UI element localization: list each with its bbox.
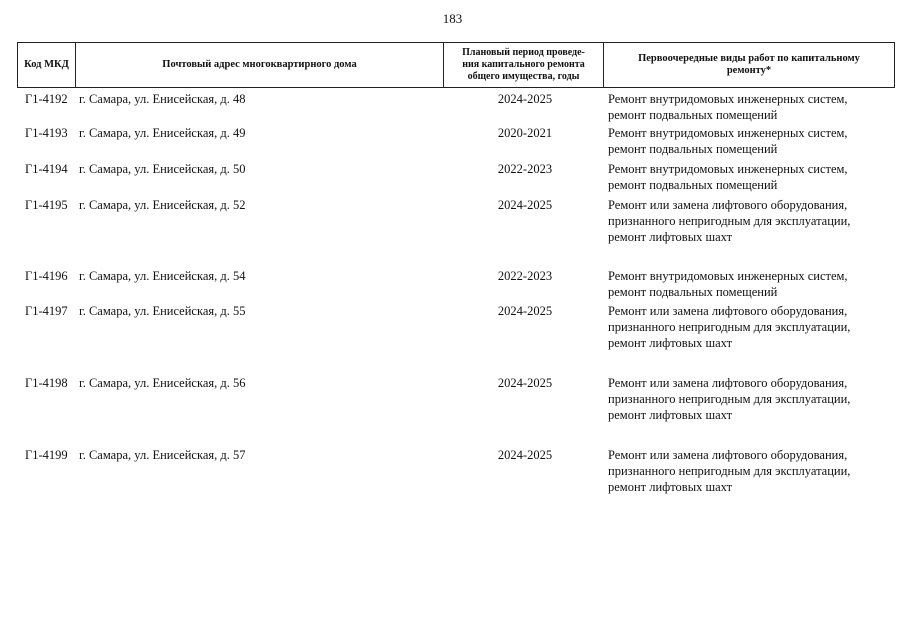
row-address: г. Самара, ул. Енисейская, д. 54 — [79, 269, 246, 283]
row-code: Г1-4197 — [25, 304, 68, 318]
row-works — [608, 91, 898, 123]
row-period: 2024-2025 — [497, 448, 553, 462]
row-works-line: Ремонт внутридомовых инженерных систем, — [608, 126, 848, 140]
row-works — [608, 303, 898, 351]
row-works-line: ремонт лифтовых шахт — [608, 230, 733, 244]
row-works-line: Ремонт внутридомовых инженерных систем, — [608, 162, 848, 176]
row-address: г. Самара, ул. Енисейская, д. 50 — [79, 162, 246, 176]
row-address: г. Самара, ул. Енисейская, д. 49 — [79, 126, 246, 140]
row-works — [608, 197, 898, 245]
header-address: Почтовый адрес многоквартирного дома — [76, 43, 444, 87]
row-works-line: ремонт лифтовых шахт — [608, 480, 733, 494]
row-code: Г1-4194 — [25, 162, 68, 176]
row-works-line: ремонт подвальных помещений — [608, 108, 778, 122]
row-works-line: признанного непригодным для эксплуатации, — [608, 214, 851, 228]
row-works-line: Ремонт или замена лифтового оборудования, — [608, 448, 848, 462]
row-address: г. Самара, ул. Енисейская, д. 56 — [79, 376, 246, 390]
row-period: 2024-2025 — [497, 376, 553, 390]
row-code: Г1-4196 — [25, 269, 68, 283]
page-number: 183 — [442, 11, 463, 26]
row-address: г. Самара, ул. Енисейская, д. 55 — [79, 304, 246, 318]
row-address: г. Самара, ул. Енисейская, д. 57 — [79, 448, 246, 462]
header-works — [604, 43, 894, 87]
header-period-line: Плановый период проведе- — [462, 47, 585, 58]
header-code: Код МКД — [18, 43, 76, 87]
row-period: 2024-2025 — [497, 304, 553, 318]
row-address: г. Самара, ул. Енисейская, д. 48 — [79, 92, 246, 106]
row-code: Г1-4199 — [25, 448, 68, 462]
row-works-line: ремонт подвальных помещений — [608, 142, 778, 156]
row-period: 2022-2023 — [497, 269, 553, 283]
header-works-line: Первоочередные виды работ по капитальному — [638, 53, 860, 64]
row-works-line: ремонт подвальных помещений — [608, 285, 778, 299]
row-works-line: Ремонт или замена лифтового оборудования, — [608, 376, 848, 390]
header-period-line: общего имущества, годы — [467, 71, 580, 82]
row-works-line: Ремонт внутридомовых инженерных систем, — [608, 92, 848, 106]
row-period: 2024-2025 — [497, 92, 553, 106]
row-code: Г1-4192 — [25, 92, 68, 106]
row-period: 2022-2023 — [497, 162, 553, 176]
row-works — [608, 375, 898, 423]
row-works-line: признанного непригодным для эксплуатации, — [608, 320, 851, 334]
row-code: Г1-4195 — [25, 198, 68, 212]
row-works — [608, 161, 898, 193]
row-works-line: признанного непригодным для эксплуатации, — [608, 392, 851, 406]
row-works-line: ремонт лифтовых шахт — [608, 408, 733, 422]
table-header — [17, 42, 895, 88]
row-works-line: ремонт лифтовых шахт — [608, 336, 733, 350]
row-works — [608, 447, 898, 495]
header-works-line: ремонту* — [726, 65, 772, 76]
row-works-line: признанного непригодным для эксплуатации, — [608, 464, 851, 478]
row-code: Г1-4198 — [25, 376, 68, 390]
header-period — [444, 43, 604, 87]
header-period-line: ния капитального ремонта — [462, 59, 585, 70]
row-works-line: Ремонт или замена лифтового оборудования, — [608, 304, 848, 318]
row-period: 2020-2021 — [497, 126, 553, 140]
row-works-line: Ремонт внутридомовых инженерных систем, — [608, 269, 848, 283]
row-address: г. Самара, ул. Енисейская, д. 52 — [79, 198, 246, 212]
row-works-line: ремонт подвальных помещений — [608, 178, 778, 192]
row-works — [608, 125, 898, 157]
row-code: Г1-4193 — [25, 126, 68, 140]
row-works — [608, 268, 898, 300]
row-works-line: Ремонт или замена лифтового оборудования, — [608, 198, 848, 212]
row-period: 2024-2025 — [497, 198, 553, 212]
